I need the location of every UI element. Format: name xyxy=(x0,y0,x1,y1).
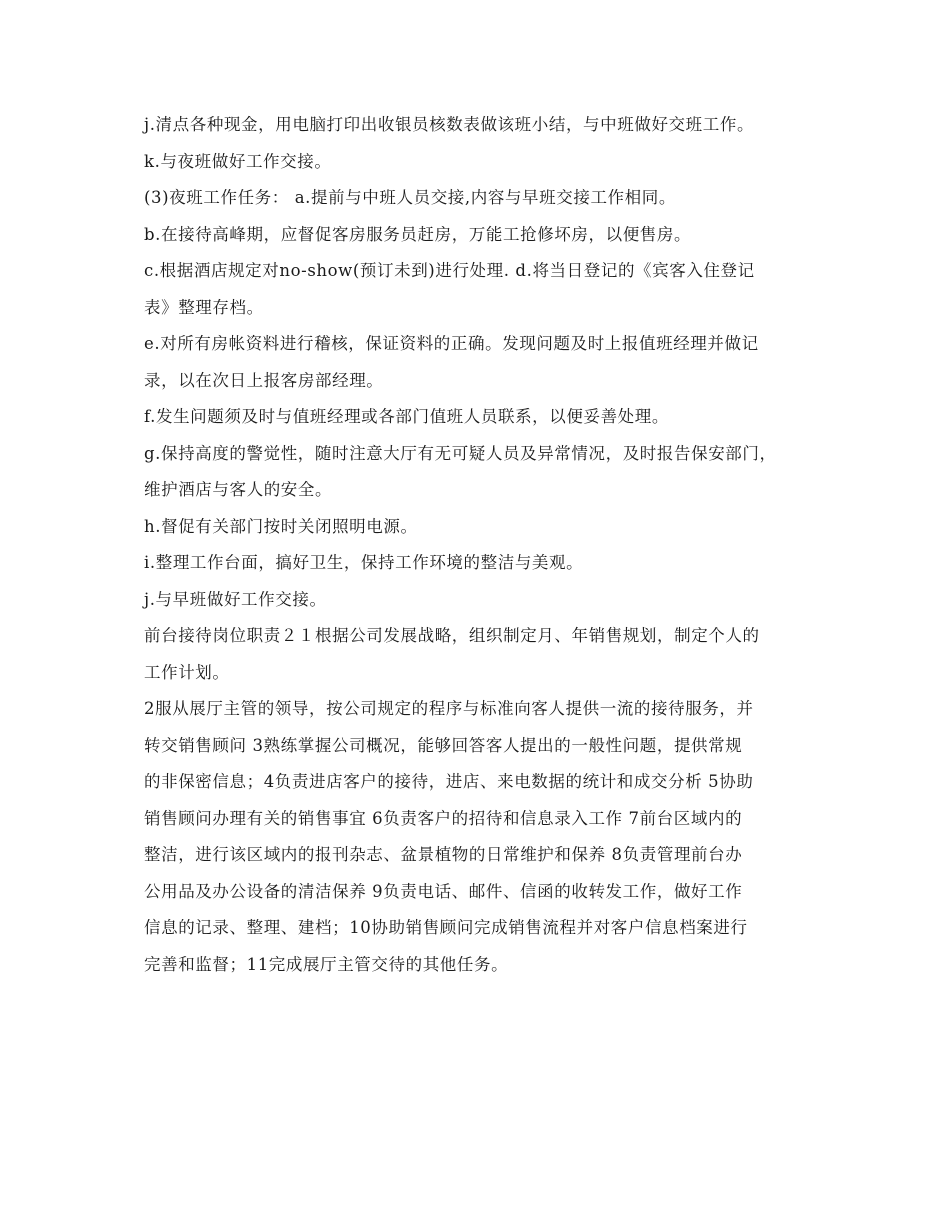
text-line: c.根据酒店规定对no-show(预订未到)进行处理. d.将当日登记的《宾客入住登记 xyxy=(144,261,755,280)
text-line: 录，以在次日上报客房部经理。 xyxy=(144,370,384,390)
text-line: 前台接待岗位职责２１根据公司发展战略，组织制定月、年销售规划，制定个人的 xyxy=(144,626,760,645)
text-line: 2服从展厅主管的领导，按公司规定的程序与标准向客人提供一流的接待服务，并 xyxy=(144,699,754,718)
text-line: 销售顾问办理有关的销售事宜 6负责客户的招待和信息录入工作 7前台区域内的 xyxy=(144,808,743,828)
text-line: 的非保密信息；4负责进店客户的接待，进店、来电数据的统计和成交分析 5协助 xyxy=(144,772,754,791)
text-line: 完善和监督；11完成展厅主管交待的其他任务。 xyxy=(144,954,509,974)
text-line: 转交销售顾问 3熟练掌握公司概况，能够回答客人提出的一般性问题，提供常规 xyxy=(144,735,743,755)
document-body xyxy=(144,112,824,988)
text-line: j.清点各种现金，用电脑打印出收银员核数表做该班小结，与中班做好交班工作。 xyxy=(144,115,755,134)
text-line: i.整理工作台面，搞好卫生，保持工作环境的整洁与美观。 xyxy=(144,553,584,572)
text-line: 表》整理存档。 xyxy=(144,297,264,317)
text-line: 工作计划。 xyxy=(144,662,230,682)
text-line: b.在接待高峰期，应督促客房服务员赶房，万能工抢修坏房，以便售房。 xyxy=(144,224,692,244)
text-line: 公用品及办公设备的清洁保养 9负责电话、邮件、信函的收转发工作，做好工作 xyxy=(144,881,743,901)
text-line: 信息的记录、整理、建档；10协助销售顾问完成销售流程并对客户信息档案进行 xyxy=(144,918,748,937)
text-line: g.保持高度的警觉性，随时注意大厅有无可疑人员及异常情况，及时报告保安部门， xyxy=(144,443,777,463)
text-line: 维护酒店与客人的安全。 xyxy=(144,480,333,499)
text-line: j.与早班做好工作交接。 xyxy=(144,589,327,609)
text-line: k.与夜班做好工作交接。 xyxy=(144,151,332,171)
text-line: f.发生问题须及时与值班经理或各部门值班人员联系，以便妥善处理。 xyxy=(144,407,669,426)
text-line: (3)夜班工作任务： a.提前与中班人员交接,内容与早班交接工作相同。 xyxy=(144,188,676,207)
text-line: 整洁，进行该区域内的报刊杂志、盆景植物的日常维护和保养 8负责管理前台办 xyxy=(144,845,743,864)
text-line: e.对所有房帐资料进行稽核，保证资料的正确。发现问题及时上报值班经理并做记 xyxy=(144,334,759,353)
text-line: h.督促有关部门按时关闭照明电源。 xyxy=(144,516,418,536)
